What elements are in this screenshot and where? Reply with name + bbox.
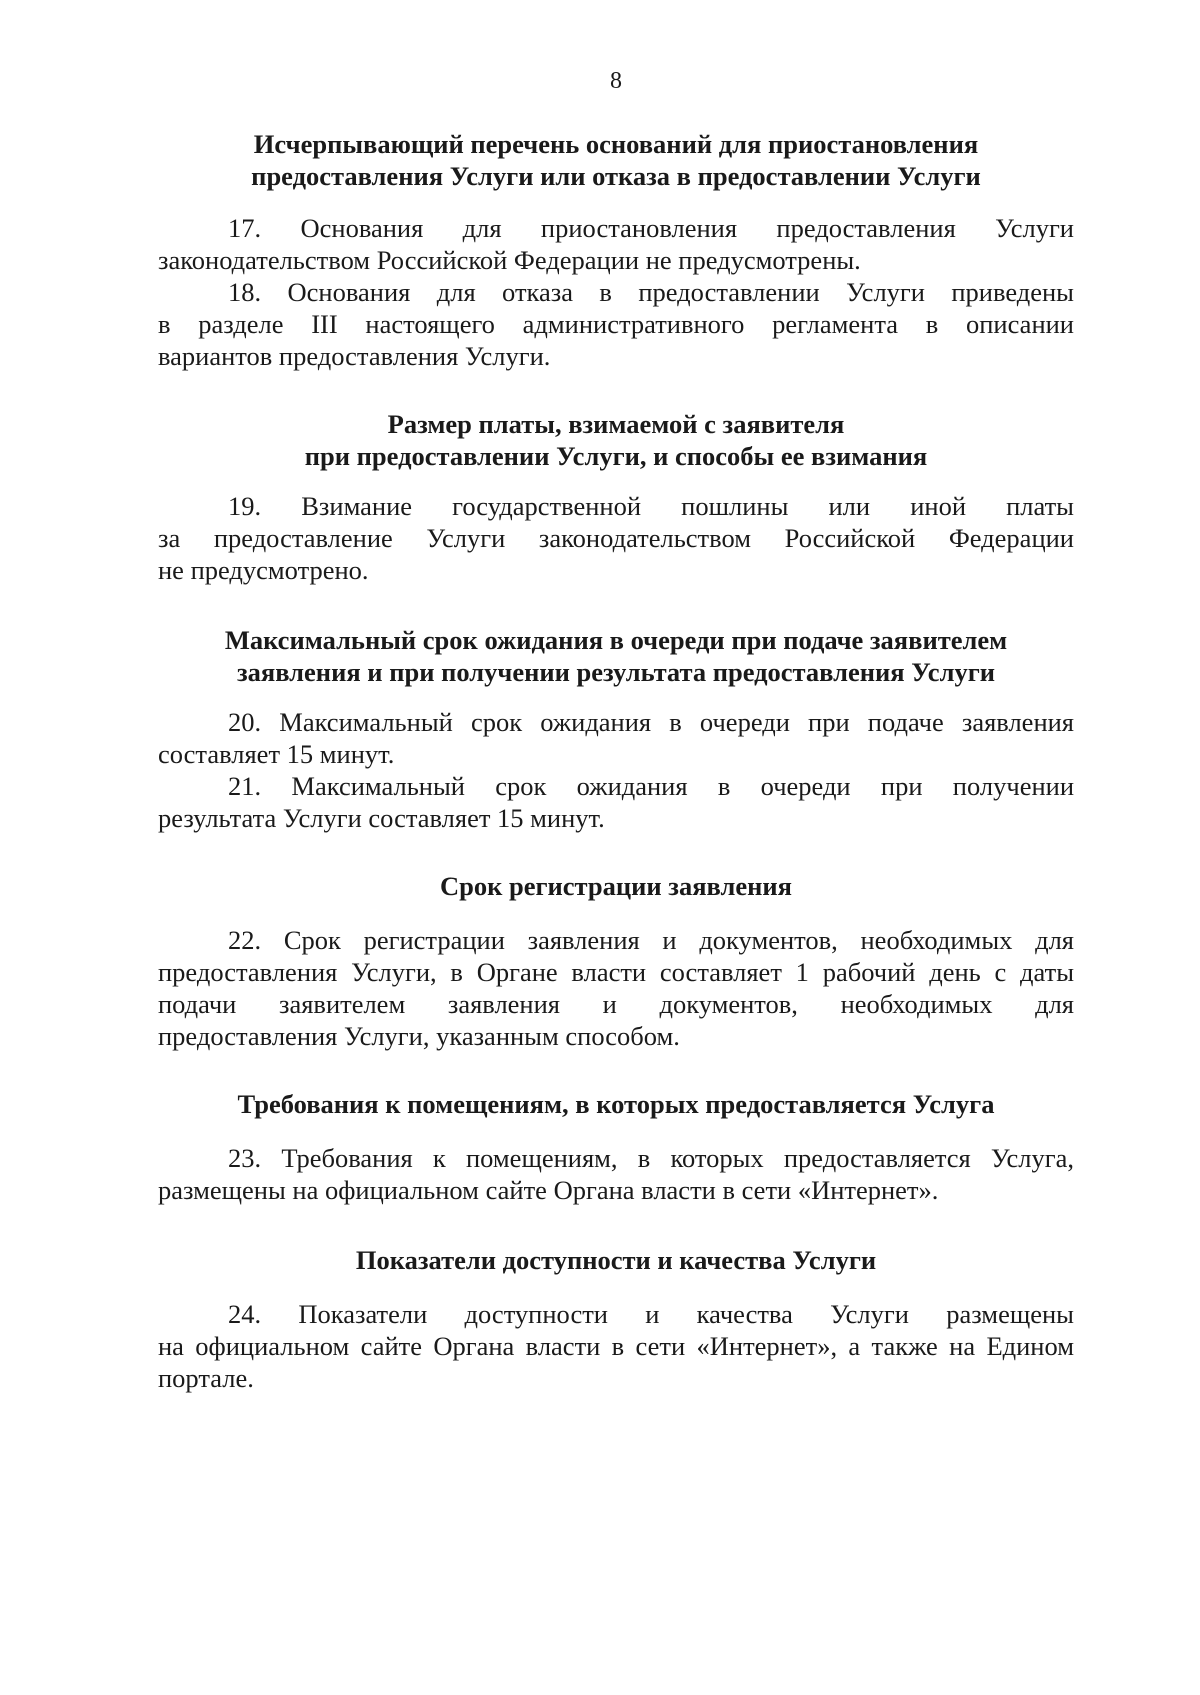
paragraph-line: не предусмотрено. [158, 555, 369, 585]
paragraph-line: результата Услуги составляет 15 минут. [158, 803, 605, 833]
heading-line: при предоставлении Услуги, и способы ее взимания [304, 441, 928, 471]
paragraph-line: составляет 15 минут. [158, 739, 395, 769]
paragraph-19 [158, 490, 1074, 586]
heading-line: Требования к помещениям, в которых предоставляется Услуга [237, 1089, 995, 1119]
heading-line: Исчерпывающий перечень оснований для приостановления [253, 129, 979, 159]
paragraph-line: на официальном сайте Органа власти в сети «Интернет», а также на Едином [158, 1331, 1074, 1361]
paragraph-line: 21. Максимальный срок ожидания в очереди при получении [228, 771, 1074, 801]
heading-line: Максимальный срок ожидания в очереди при подаче заявителем [224, 625, 1008, 655]
section-heading-suspension-grounds [158, 128, 1074, 192]
paragraph-line: 23. Требования к помещениям, в которых предоставляется Услуга, [228, 1143, 1074, 1173]
paragraph-24 [158, 1298, 1074, 1394]
section-heading-premises [158, 1088, 1074, 1120]
paragraph-line: 24. Показатели доступности и качества Услуги размещены [228, 1299, 1074, 1329]
paragraph-22 [158, 924, 1074, 1052]
section-heading-fee [158, 408, 1074, 472]
heading-line: предоставления Услуги или отказа в предоставлении Услуги [251, 161, 981, 191]
paragraph-17 [158, 212, 1074, 276]
paragraph-line: 18. Основания для отказа в предоставлении Услуги приведены [228, 277, 1074, 307]
page-number: 8 [610, 68, 622, 94]
paragraph-20 [158, 706, 1074, 770]
section-heading-registration-period [158, 870, 1074, 902]
paragraph-line: 17. Основания для приостановления предоставления Услуги [228, 213, 1074, 243]
paragraph-line: 19. Взимание государственной пошлины или иной платы [228, 491, 1074, 521]
paragraph-line: в разделе III настоящего административного регламента в описании [158, 309, 1074, 339]
paragraph-line: предоставления Услуги, указанным способом. [158, 1021, 680, 1051]
paragraph-line: 22. Срок регистрации заявления и документов, необходимых для [228, 925, 1074, 955]
paragraph-line: за предоставление Услуги законодательством Российской Федерации [158, 523, 1074, 553]
paragraph-line: 20. Максимальный срок ожидания в очереди при подаче заявления [228, 707, 1074, 737]
section-heading-quality-indicators [158, 1244, 1074, 1276]
paragraph-18 [158, 276, 1074, 372]
heading-line: Размер платы, взимаемой с заявителя [387, 409, 845, 439]
paragraph-23 [158, 1142, 1074, 1206]
paragraph-line: предоставления Услуги, в Органе власти составляет 1 рабочий день с даты [158, 957, 1074, 987]
paragraph-line: подачи заявителем заявления и документов, необходимых для [158, 989, 1074, 1019]
paragraph-line: портале. [158, 1363, 254, 1393]
heading-line: Показатели доступности и качества Услуги [355, 1245, 877, 1275]
paragraph-line: вариантов предоставления Услуги. [158, 341, 551, 371]
section-heading-queue-time [158, 624, 1074, 688]
paragraph-line: размещены на официальном сайте Органа власти в сети «Интернет». [158, 1175, 939, 1205]
heading-line: заявления и при получении результата предоставления Услуги [236, 657, 995, 687]
paragraph-21 [158, 770, 1074, 834]
document-page [158, 0, 1074, 1695]
paragraph-line: законодательством Российской Федерации не предусмотрены. [158, 245, 861, 275]
heading-line: Срок регистрации заявления [439, 871, 793, 901]
